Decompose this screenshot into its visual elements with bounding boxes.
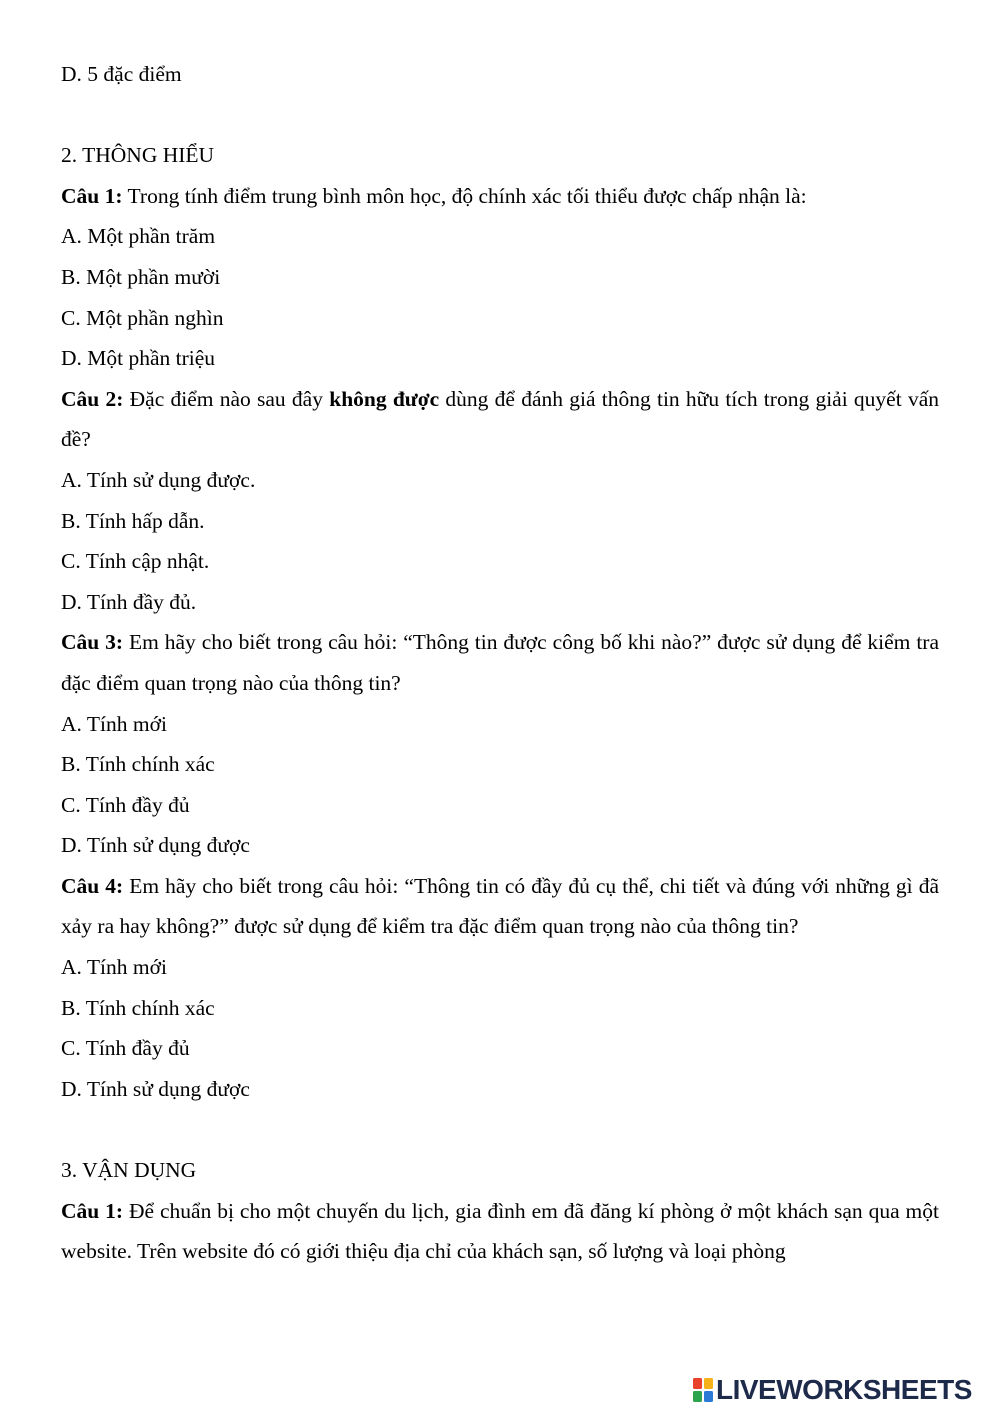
option-c: C. Tính cập nhật. [61,549,210,574]
question-2-4 [61,866,939,947]
option-a: A. Một phần trăm [61,224,216,249]
option-d: D. Tính sử dụng được [61,833,250,858]
option-b: B. Một phần mười [61,264,221,289]
option-b: B. Tính hấp dẫn. [61,508,205,533]
spacer [61,95,939,136]
question-text: Em hãy cho biết trong câu hỏi: “Thông tin có đầy đủ cụ thể, chi tiết và đúng với những gì đã xảy ra hay không?” được sử dụng để kiểm tra đặc điểm quan trọng nào của thông tin? [61,873,939,939]
question-text: Để chuẩn bị cho một chuyến du lịch, gia đình em đã đăng kí phòng ở một khách sạn qua một website. Trên website đó có giới thiệu địa chỉ của khách sạn, số lượng và loại phòng [61,1198,939,1264]
option-c: C. Tính đầy đủ [61,792,190,817]
question-2-1 [61,176,939,217]
option-a: A. Tính mới [61,711,167,736]
question-2-2 [61,379,939,460]
question-3-1 [61,1191,939,1272]
prev-option-d: D. 5 đặc điểm [61,62,182,86]
option-c: C. Một phần nghìn [61,305,224,330]
question-text: Trong tính điểm trung bình môn học, độ chính xác tối thiểu được chấp nhận là: [127,183,807,208]
question-label: Câu 4: [61,873,124,898]
question-text-bold: không được [329,386,440,411]
option-d: D. Tính đầy đủ. [61,589,197,614]
document-page [61,54,939,1272]
section-2-heading: 2. THÔNG HIỂU [61,143,215,168]
question-text-after: dùng để đánh giá thông tin hữu tích trong giải quyết vấn đề? [61,386,939,452]
liveworksheets-watermark [692,1374,972,1406]
question-text: Em hãy cho biết trong câu hỏi: “Thông tin được công bố khi nào?” được sử dụng để kiểm tra đặc điểm quan trọng nào của thông tin? [61,630,939,695]
liveworksheets-logo-icon [692,1377,714,1403]
option-a: A. Tính sử dụng được. [61,467,256,492]
watermark-text: LIVEWORKSHEETS [716,1374,972,1405]
question-label: Câu 3: [61,630,124,655]
option-b: B. Tính chính xác [61,995,215,1020]
option-b: B. Tính chính xác [61,752,215,777]
question-label: Câu 2: [61,386,124,411]
question-text-before: Đặc điểm nào sau đây [129,386,323,411]
spacer [61,1109,939,1150]
section-3-heading: 3. VẬN DỤNG [61,1158,197,1183]
option-a: A. Tính mới [61,955,167,980]
question-2-3 [61,622,939,703]
option-c: C. Tính đầy đủ [61,1036,190,1061]
question-label: Câu 1: [61,1198,124,1223]
question-label: Câu 1: [61,183,123,208]
option-d: D. Tính sử dụng được [61,1076,250,1101]
option-d: D. Một phần triệu [61,346,216,371]
